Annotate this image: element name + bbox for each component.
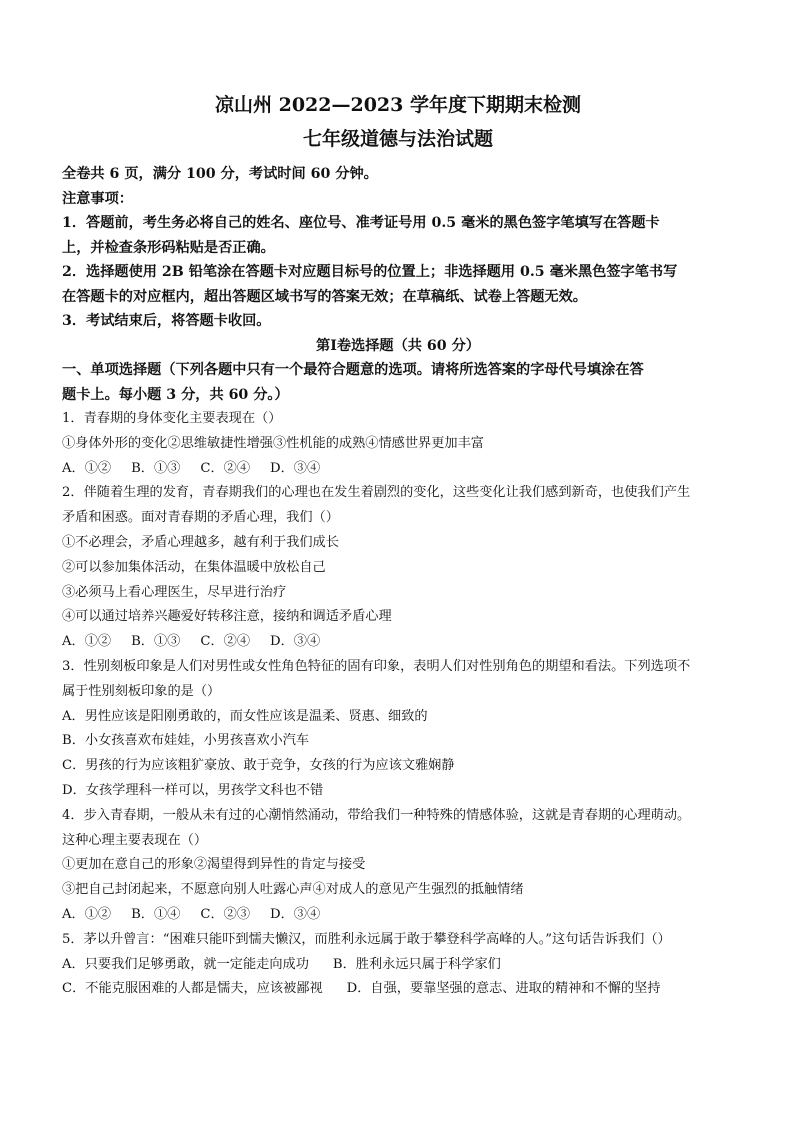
question-1-options	[62, 457, 734, 482]
question-4-options	[62, 903, 734, 928]
exam-summary: 全卷共 6 页，满分 100 分，考试时间 60 分钟。	[62, 166, 378, 182]
exam-subtitle: 七年级道德与法治试题	[302, 128, 493, 150]
notice-line: 在答题卡的对应框内，超出答题区域书写的答案无效；在草稿纸、试卷上答题无效。	[62, 288, 587, 305]
notice-line: 2．选择题使用 2B 铅笔涂在答题卡对应题目标号的位置上；非选择题用 0.5 毫米黑色签字笔书写	[62, 264, 678, 280]
section-instruction: 题卡上。每小题 3 分，共 60 分。）	[62, 386, 289, 403]
option-b: B．①③	[131, 460, 181, 476]
option-c: C．②③	[200, 906, 251, 922]
question-4-item: ③把自己封闭起来，不愿意向别人吐露心声④对成人的意见产生强烈的抵触情绪	[62, 882, 524, 898]
option-d: D．③④	[270, 906, 321, 922]
question-2-item: ③必须马上看心理医生，尽早进行治疗	[62, 584, 287, 600]
option-b: B．胜利永远只属于科学家们	[332, 956, 501, 972]
question-3-option: A．男性应该是阳刚勇敢的，而女性应该是温柔、贤惠、细致的	[62, 708, 428, 724]
question-3-option: B．小女孩喜欢布娃娃，小男孩喜欢小汽车	[62, 733, 310, 749]
question-2-item: ①不必理会，矛盾心理越多，越有利于我们成长	[62, 534, 339, 550]
option-a: A．①②	[62, 906, 112, 922]
option-d: D．③④	[270, 460, 321, 476]
option-a: A．①②	[62, 460, 112, 476]
section-instruction: 一、单项选择题（下列各题中只有一个最符合题意的选项。请将所选答案的字母代号填涂在答	[62, 362, 644, 378]
question-5-stem: 5．茅以升曾言：“困难只能吓到懦夫懒汉，而胜利永远属于敢于攀登科学高峰的人。”这句话告诉我们（）	[62, 931, 671, 947]
question-5-options-row	[62, 953, 734, 978]
question-1-stem: 1．青春期的身体变化主要表现在（）	[62, 411, 282, 426]
option-a: A．①②	[62, 634, 112, 650]
option-a: A．只要我们足够勇敢，就一定能走向成功	[62, 956, 309, 972]
option-c: C．②④	[200, 460, 251, 476]
notice-line: 1．答题前，考生务必将自己的姓名、座位号、准考证号用 0.5 毫米的黑色签字笔填写在答题卡	[62, 215, 660, 231]
question-1-items: ①身体外形的变化②思维敏捷性增强③性机能的成熟④情感世界更加丰富	[62, 435, 484, 451]
section-title: 第Ⅰ卷选择题（共 60 分）	[316, 337, 480, 354]
question-3-option: C．男孩的行为应该粗犷豪放、敢于竞争，女孩的行为应该文雅娴静	[62, 758, 455, 774]
question-2-stem: 矛盾和困惑。面对青春期的矛盾心理，我们（）	[62, 510, 339, 526]
question-4-item: ①更加在意自己的形象②渴望得到异性的肯定与接受	[62, 857, 366, 873]
option-d: D．③④	[270, 634, 321, 650]
question-2-item: ④可以通过培养兴趣爱好转移注意，接纳和调适矛盾心理	[62, 609, 392, 625]
question-4-stem: 这种心理主要表现在（）	[62, 832, 208, 848]
option-c: C．②④	[200, 634, 251, 650]
notice-line: 上，并检查条形码粘贴是否正确。	[62, 239, 275, 256]
notice-label: 注意事项：	[62, 190, 133, 207]
question-2-item: ②可以参加集体活动，在集体温暖中放松自己	[62, 559, 326, 575]
question-2-stem: 2．伴随着生理的发育，青春期我们的心理也在发生着剧烈的变化，这些变化让我们感到新奇，也使我们产生	[62, 485, 691, 501]
question-3-stem: 属于性别刻板印象的是（）	[62, 683, 221, 699]
question-3-option: D．女孩学理科一样可以，男孩学文科也不错	[62, 782, 324, 798]
option-b: B．①④	[131, 906, 181, 922]
question-2-options	[62, 630, 734, 655]
option-b: B．①③	[131, 634, 181, 650]
option-d: D．自强，要靠坚强的意志、进取的精神和不懈的坚持	[346, 981, 661, 997]
exam-page	[62, 88, 734, 1002]
exam-title: 凉山州 2022—2023 学年度下期期末检测	[215, 94, 581, 116]
question-5-options-row	[62, 977, 734, 1002]
option-c: C．不能克服困难的人都是懦夫，应该被鄙视	[62, 981, 323, 997]
question-3-stem: 3．性别刻板印象是人们对男性或女性角色特征的固有印象，表明人们对性别角色的期望和看法。下列选项不	[62, 658, 691, 674]
question-4-stem: 4．步入青春期，一般从未有过的心潮悄然涌动，带给我们一种特殊的情感体验，这就是青春期的心理萌动。	[62, 807, 691, 823]
notice-line: 3．考试结束后，将答题卡收回。	[62, 313, 271, 329]
